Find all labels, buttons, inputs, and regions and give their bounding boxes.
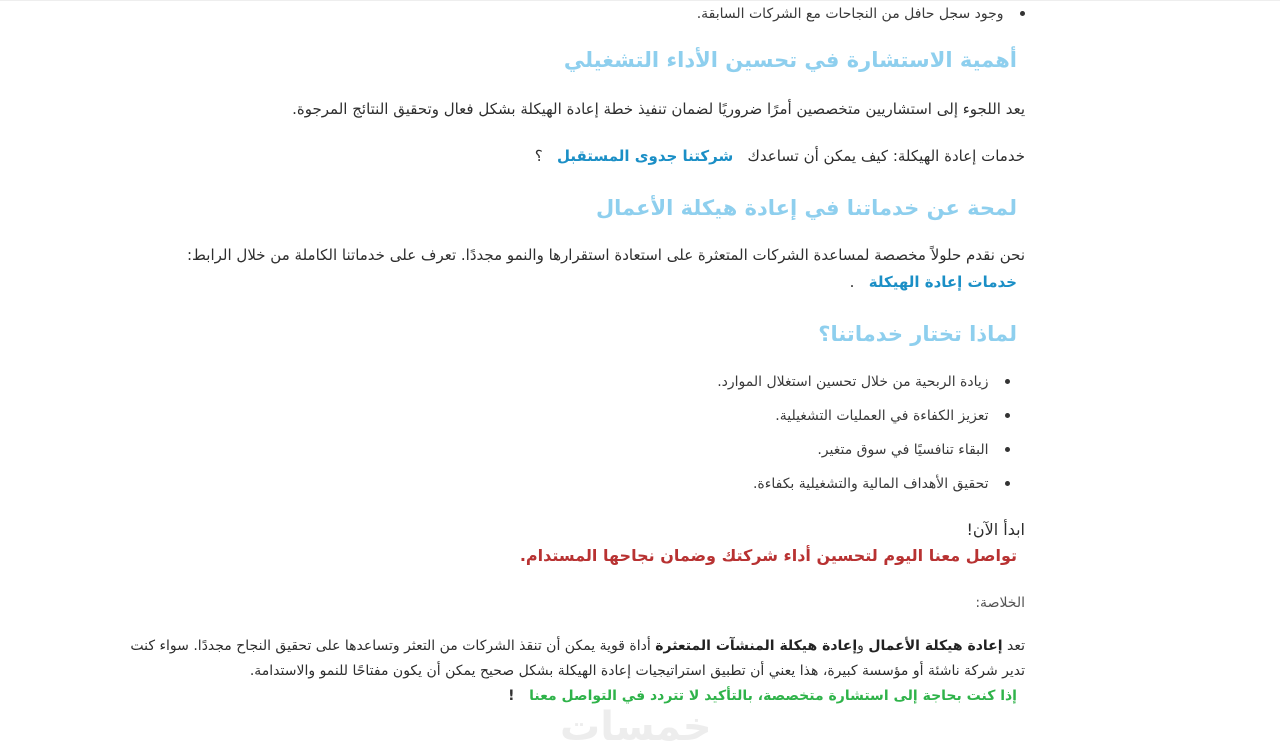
question-mark: ؟ [534,147,543,165]
conclusion-paragraph-line2: تدير شركة ناشئة أو مؤسسة كبيرة، هذا يعني أن تطبيق استراتيجيات إعادة الهيكلة بشكل صحيح يمكن أن يكون مفتاحًا للنمو والاستدامة. [249,663,1025,679]
text-span: تعد [1002,638,1025,654]
list-item-text: تحقيق الأهداف المالية والتشغيلية بكفاءة. [752,476,989,492]
top-divider [0,0,1280,1]
bold-term: إعادة هيكلة المنشآت المتعثرة [655,638,858,654]
conclusion-label: الخلاصة: [975,595,1025,611]
services-question [535,147,1025,165]
list-item [753,476,1010,492]
start-now: ابدأ الآن! [966,520,1025,539]
contact-cta: تواصل معنا اليوم لتحسين أداء شركتك وضمان نجاحها المستدام. [519,546,1017,565]
question-text: خدمات إعادة الهيكلة: كيف يمكن أن تساعدك [747,147,1025,165]
watermark-logo: خمسات [560,704,712,750]
section-heading: لمحة عن خدماتنا في إعادة هيكلة الأعمال [595,196,1017,220]
company-link[interactable]: شركتنا جدوى المستقبل [557,147,734,165]
list-item [817,442,1010,458]
restructuring-services-link[interactable]: خدمات إعادة الهيكلة [868,273,1017,291]
section-heading: لماذا تختار خدماتنا؟ [818,322,1017,346]
list-item-text: زيادة الربحية من خلال تحسين استغلال الموارد. [717,374,989,390]
bold-term: إعادة هيكلة الأعمال [868,638,1003,654]
conclusion-paragraph [130,638,1025,654]
list-item-text: وجود سجل حافل من النجاحات مع الشركات السابقة. [696,6,1004,22]
section-heading: أهمية الاستشارة في تحسين الأداء التشغيلي [563,48,1017,72]
paragraph: نحن نقدم حلولاً مخصصة لمساعدة الشركات المتعثرة على استعادة استقرارها والنمو مجددًا. تعرف على خدماتنا الكاملة من خلال الرابط: [187,246,1025,264]
list-item-text: البقاء تنافسيًا في سوق متغير. [817,442,989,458]
list-item [717,374,1010,390]
link-suffix: . [849,273,855,291]
services-link-line [850,273,1017,291]
green-contact-line [508,688,1017,704]
exclamation: ! [508,688,515,704]
list-item [697,6,1025,22]
list-item-text: تعزيز الكفاءة في العمليات التشغيلية. [775,408,989,424]
text-span: و [857,638,869,654]
green-text: إذا كنت بحاجة إلى استشارة متخصصة، بالتأكيد لا تتردد في التواصل معنا [529,688,1017,704]
text-span: أداة قوية يمكن أن تنقذ الشركات من التعثر وتساعدها على تحقيق النجاح مجددًا. سواء كنت [130,638,656,654]
list-item [775,408,1010,424]
paragraph: يعد اللجوء إلى استشاريين متخصصين أمرًا ضروريًا لضمان تنفيذ خطة إعادة الهيكلة بشكل فعال وتحقيق النتائج المرجوة. [292,100,1025,118]
